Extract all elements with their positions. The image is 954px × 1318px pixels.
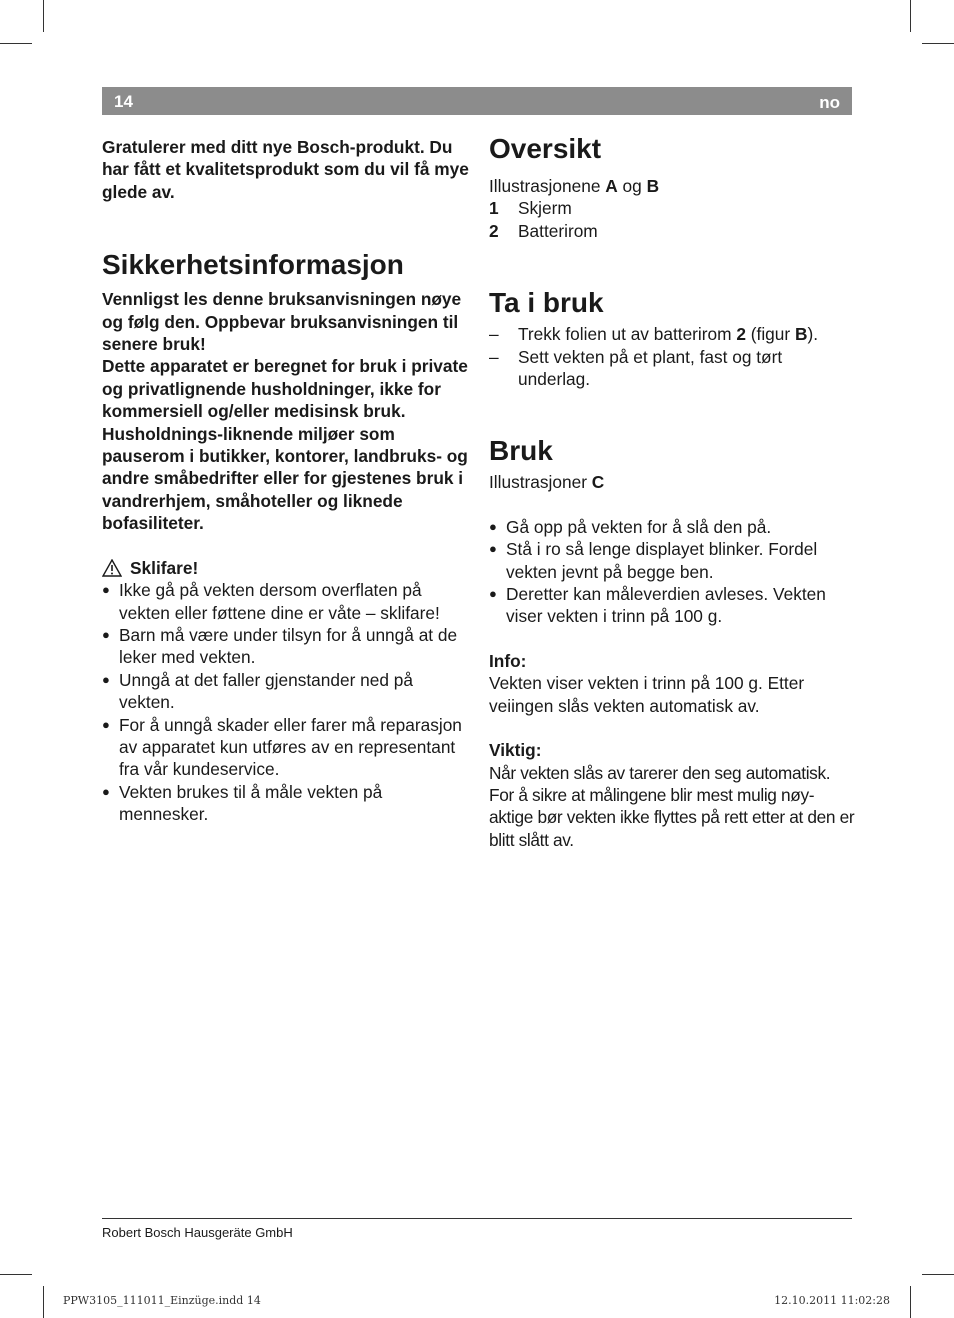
footer-divider — [102, 1218, 852, 1219]
bullet-icon: ● — [489, 541, 497, 557]
bullet-icon: ● — [102, 671, 110, 687]
warning-label: Sklifare! — [130, 557, 199, 578]
list-item-text: Barn må være under tilsyn for å unngå at de leker med vekten. — [119, 624, 458, 668]
use-bullet-list — [489, 516, 857, 628]
use-heading: Bruk — [489, 435, 553, 467]
list-item — [102, 624, 470, 669]
crop-mark — [910, 1286, 911, 1318]
safety-paragraph-2: Dette apparatet er beregnet for bruk i private og privatlignende husholdninger, ikke for kommersiell og/eller medisinsk bruk. — [102, 356, 468, 422]
bullet-icon: ● — [102, 716, 110, 732]
overview-item: 1 Skjerm — [489, 198, 572, 219]
list-item-text: Stå i ro så lenge displayet blinker. Fordel vekten jevnt på begge ben. — [506, 539, 818, 582]
use-intro: Illustrasjoner C — [489, 472, 605, 493]
overview-item: 2 Batterirom — [489, 220, 598, 241]
warning-heading — [102, 557, 470, 579]
crop-mark — [0, 1274, 32, 1275]
print-slug-file: PPW3105_111011_Einzüge.indd 14 — [63, 1294, 261, 1307]
page-number: 14 — [114, 92, 133, 111]
bullet-icon: ● — [102, 626, 110, 642]
safety-paragraph-1: Vennligst les denne bruksanvisningen nøye og følg den. Oppbevar bruksanvisningen til senere bruk! — [102, 289, 462, 355]
list-item — [102, 781, 470, 826]
info-text: Vekten viser vekten i trinn på 100 g. Etter veiingen slås vekten automatisk av. — [489, 673, 805, 716]
footer-company: Robert Bosch Hausgeräte GmbH — [102, 1225, 293, 1240]
bullet-icon: ● — [102, 783, 110, 799]
list-item — [489, 538, 857, 583]
language-code: no — [819, 93, 840, 112]
safety-paragraph-3: Husholdnings-liknende miljøer som pauserom i butikker, kontorer, landbruks- og andre småbedrifter eller for gjestenes bruk i vandrerhjem, småhoteller og liknede bofasiliteter. — [102, 423, 468, 534]
safety-bullet-list — [102, 579, 470, 825]
crop-mark — [43, 1286, 44, 1318]
overview-heading: Oversikt — [489, 133, 602, 164]
right-column — [489, 132, 857, 851]
important-text: Når vekten slås av tarerer den seg automatisk. For å sikre at målingene blir mest mulig nøy-aktige bør vekten ikke flyttes på rett etter at den er blitt slått av. — [489, 762, 855, 850]
info-label: Info: — [489, 650, 527, 671]
list-item-text: For å unngå skader eller farer må reparasjon av apparatet kun utføres av en representant fra vår kundeservice. — [119, 714, 462, 780]
crop-mark — [0, 43, 32, 44]
list-item-text: Vekten brukes til å måle vekten på mennesker. — [119, 781, 383, 825]
print-slug-datetime: 12.10.2011 11:02:28 — [774, 1294, 890, 1307]
bullet-icon: ● — [489, 518, 497, 534]
warning-triangle-icon — [102, 559, 122, 577]
safety-heading: Sikkerhetsinformasjon — [102, 249, 404, 281]
left-column — [102, 136, 470, 826]
list-item-text: Deretter kan måleverdien avleses. Vekten viser vekten i trinn på 100 g. — [506, 584, 826, 627]
list-item-text: Ikke gå på vekten dersom overflaten på vekten eller føttene dine er våte – sklifare! — [119, 580, 440, 623]
list-item — [489, 516, 857, 538]
crop-mark — [43, 0, 44, 32]
intro-text: Gratulerer med ditt nye Bosch-produkt. Du har fått et kvalitetsprodukt som du vil få mye glede av. — [102, 137, 469, 202]
list-item — [489, 583, 857, 628]
crop-mark — [922, 1274, 954, 1275]
important-label: Viktig: — [489, 740, 542, 761]
start-step: – Sett vekten på et plant, fast og tørt underlag. — [489, 346, 783, 390]
list-item — [102, 669, 470, 714]
list-item — [102, 714, 470, 781]
list-item — [102, 579, 470, 624]
bullet-icon: ● — [489, 586, 497, 602]
overview-intro: Illustrasjonene A og B — [489, 176, 660, 196]
crop-mark — [922, 43, 954, 44]
list-item-text: Gå opp på vekten for å slå den på. — [506, 516, 772, 537]
crop-mark — [910, 0, 911, 32]
list-item-text: Unngå at det faller gjenstander ned på vekten. — [119, 669, 413, 713]
start-step: – Trekk folien ut av batterirom 2 (figur B). — [489, 324, 818, 345]
page-header-bar — [102, 87, 852, 115]
bullet-icon: ● — [102, 582, 110, 598]
start-heading: Ta i bruk — [489, 287, 604, 319]
